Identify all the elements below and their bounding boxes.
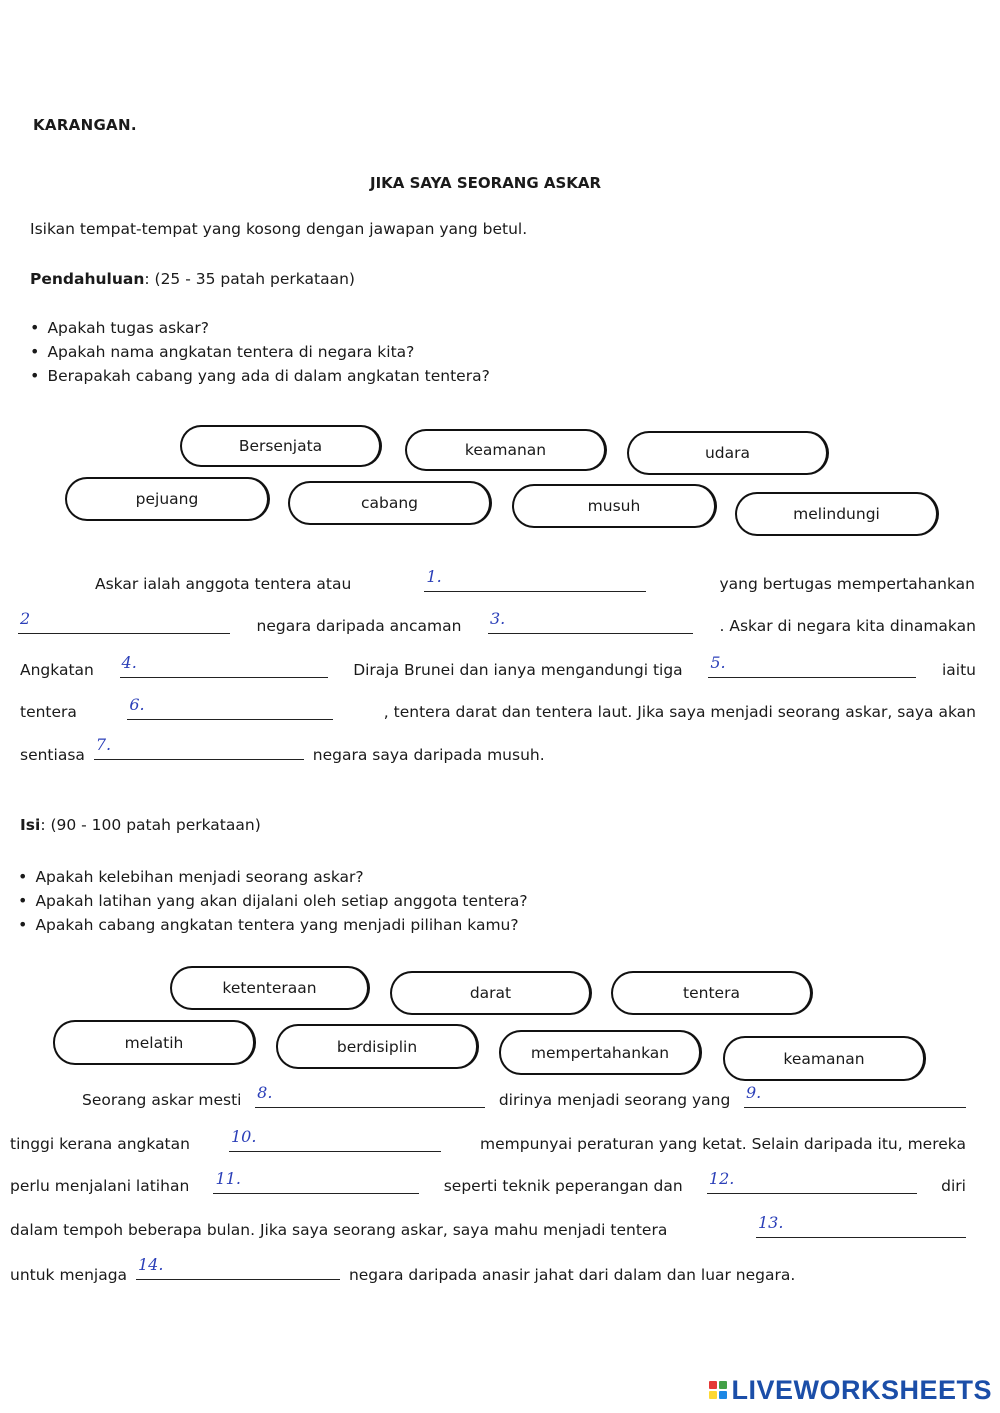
body-label: Isi: [20, 816, 41, 834]
blank-number: 10.: [231, 1127, 257, 1146]
answer-blank-7[interactable]: [94, 735, 304, 760]
word-bank-tentera[interactable]: tentera: [611, 971, 813, 1015]
intro-paragraph-line-4: tentera 6. , tentera darat dan tentera laut. Jika saya menjadi seorang askar, saya akan: [20, 699, 976, 725]
intro-question: • Apakah nama angkatan tentera di negara kita?: [30, 340, 490, 364]
blank-number: 7.: [95, 735, 112, 754]
blank-number: 5.: [710, 653, 726, 672]
answer-blank-4[interactable]: [120, 653, 328, 678]
intro-note: : (25 - 35 patah perkataan): [144, 270, 355, 288]
word-bank-ketenteraan[interactable]: ketenteraan: [170, 966, 370, 1010]
word-bank-berdisiplin[interactable]: berdisiplin: [276, 1024, 479, 1069]
logo-grid-icon: [709, 1381, 727, 1399]
blank-number: 9.: [746, 1083, 762, 1102]
answer-blank-11[interactable]: [213, 1169, 419, 1194]
word-bank-melindungi[interactable]: melindungi: [735, 492, 939, 536]
intro-paragraph-line-5: sentiasa 7. negara saya daripada musuh.: [20, 739, 545, 765]
answer-blank-12[interactable]: [707, 1169, 917, 1194]
body-note: : (90 - 100 patah perkataan): [40, 816, 261, 834]
answer-blank-13[interactable]: [756, 1213, 966, 1238]
blank-number: 1.: [426, 567, 442, 586]
logo-square: [719, 1381, 727, 1389]
blank-number: 12.: [708, 1169, 735, 1188]
word-bank-cabang[interactable]: cabang: [288, 481, 492, 525]
blank-number: 13.: [758, 1213, 784, 1232]
answer-blank-6[interactable]: [127, 695, 333, 720]
word-bank-musuh[interactable]: musuh: [512, 484, 717, 528]
body-questions: [18, 865, 528, 937]
answer-blank-1[interactable]: [424, 567, 646, 592]
body-paragraph-line-2: tinggi kerana angkatan 10. mempunyai peraturan yang ketat. Selain daripada itu, mereka: [10, 1131, 966, 1157]
body-question: • Apakah latihan yang akan dijalani oleh setiap anggota tentera?: [18, 889, 528, 913]
body-paragraph-line-1: Seorang askar mesti 8. dirinya menjadi seorang yang 9.: [82, 1087, 966, 1113]
answer-blank-9[interactable]: [744, 1083, 966, 1108]
intro-question: • Berapakah cabang yang ada di dalam angkatan tentera?: [30, 364, 490, 388]
blank-number: 2: [20, 609, 31, 628]
logo-square: [709, 1391, 717, 1399]
blank-number: 8.: [257, 1083, 273, 1102]
body-paragraph-line-3: perlu menjalani latihan 11. seperti teknik peperangan dan 12. diri: [10, 1173, 966, 1199]
blank-number: 6.: [129, 695, 145, 714]
liveworksheets-logo[interactable]: [709, 1375, 992, 1405]
essay-title: JIKA SAYA SEORANG ASKAR: [370, 174, 602, 192]
body-paragraph-line-4: dalam tempoh beberapa bulan. Jika saya seorang askar, saya mahu menjadi tentera 13.: [10, 1217, 966, 1243]
answer-blank-10[interactable]: [229, 1127, 441, 1152]
blank-number: 3.: [489, 609, 506, 628]
logo-square: [719, 1391, 727, 1399]
answer-blank-14[interactable]: [136, 1255, 340, 1280]
body-question: • Apakah cabang angkatan tentera yang menjadi pilihan kamu?: [18, 913, 528, 937]
word-bank-melatih[interactable]: melatih: [53, 1020, 256, 1065]
word-bank-keamanan[interactable]: keamanan: [405, 429, 607, 471]
word-bank-udara[interactable]: udara: [627, 431, 829, 475]
answer-blank-5[interactable]: [708, 653, 916, 678]
answer-blank-3[interactable]: [488, 609, 693, 634]
worksheet-page: [0, 92, 990, 1297]
word-bank-mempertahankan[interactable]: mempertahankan: [499, 1030, 702, 1075]
blank-number: 14.: [138, 1255, 164, 1274]
intro-section-label: [30, 270, 355, 288]
logo-text: LIVEWORKSHEETS: [731, 1374, 992, 1405]
page-heading: KARANGAN.: [33, 116, 137, 134]
body-paragraph-line-5: untuk menjaga 14. negara daripada anasir jahat dari dalam dan luar negara.: [10, 1259, 795, 1285]
intro-label: Pendahuluan: [30, 270, 145, 288]
intro-questions: [30, 316, 490, 388]
intro-paragraph-line-3: Angkatan 4. Diraja Brunei dan ianya mengandungi tiga 5. iaitu: [20, 657, 976, 683]
word-bank-pejuang[interactable]: pejuang: [65, 477, 270, 521]
intro-paragraph-line-1: Askar ialah anggota tentera atau 1. yang bertugas mempertahankan: [95, 571, 975, 597]
answer-blank-2[interactable]: [18, 609, 230, 634]
word-bank-bersenjata[interactable]: Bersenjata: [180, 425, 382, 467]
intro-paragraph-line-2: 2 negara daripada ancaman 3. . Askar di negara kita dinamakan: [18, 613, 976, 639]
logo-square: [709, 1381, 717, 1389]
body-section-label: [20, 816, 261, 834]
body-question: • Apakah kelebihan menjadi seorang askar?: [18, 865, 528, 889]
blank-number: 11.: [215, 1169, 241, 1188]
word-bank-keamanan-2[interactable]: keamanan: [723, 1036, 926, 1081]
intro-question: • Apakah tugas askar?: [30, 316, 490, 340]
answer-blank-8[interactable]: [255, 1083, 485, 1108]
blank-number: 4.: [121, 653, 137, 672]
instruction-text: Isikan tempat-tempat yang kosong dengan jawapan yang betul.: [30, 220, 528, 238]
word-bank-darat[interactable]: darat: [390, 971, 592, 1015]
